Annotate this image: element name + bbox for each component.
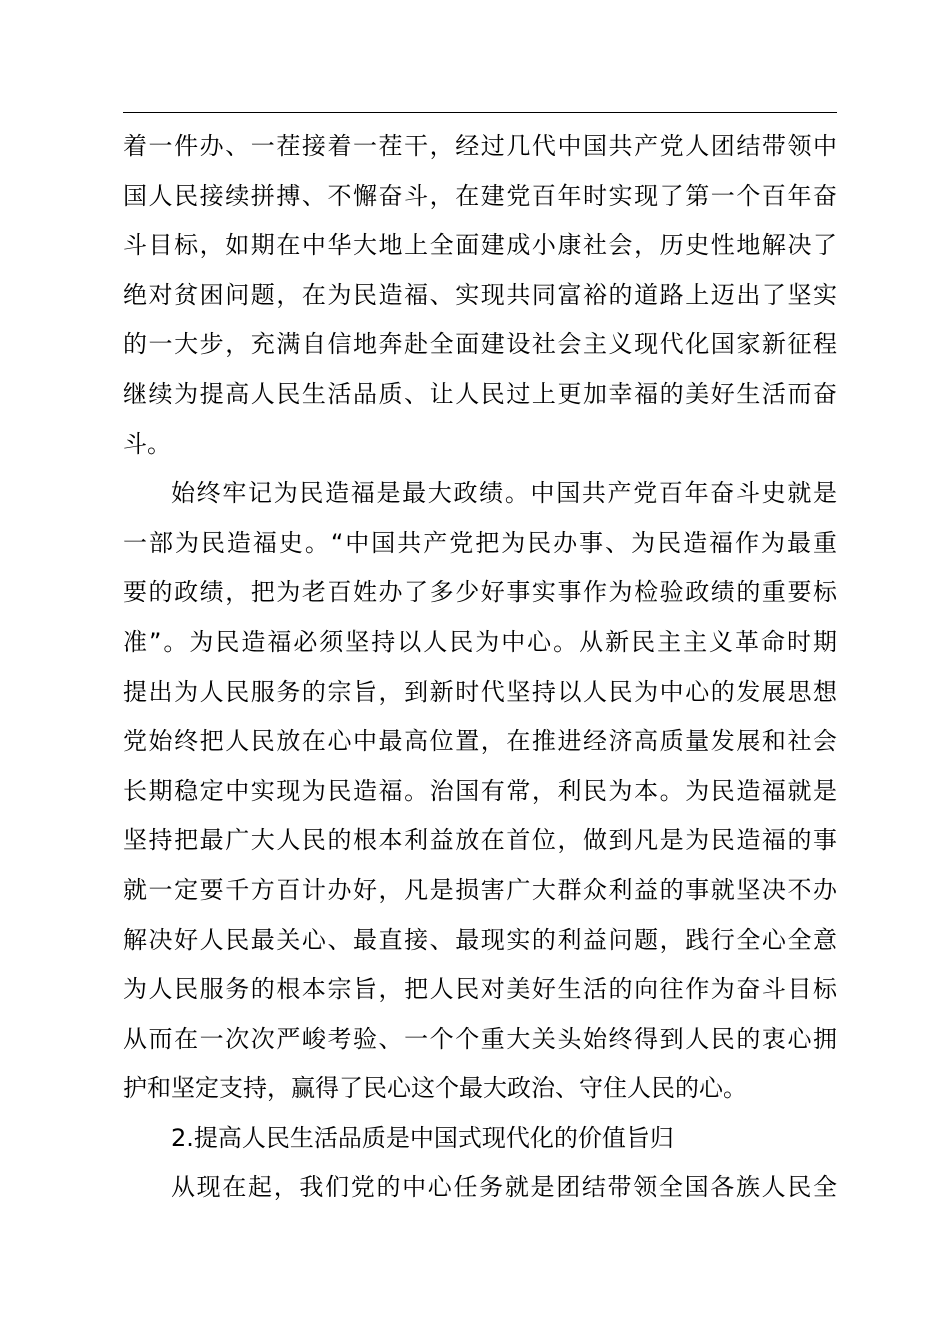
text-line: 一部为民造福史。“中国共产党把为民办事、为民造福作为最重 — [123, 528, 837, 557]
text-line: 斗。 — [123, 429, 171, 458]
text-line: 坚持把最广大人民的根本利益放在首位，做到凡是为民造福的事 — [123, 826, 837, 855]
document-body — [123, 122, 837, 1213]
text-line: 党始终把人民放在心中最高位置，在推进经济高质量发展和社会 — [123, 727, 837, 756]
paragraph — [123, 469, 837, 1114]
text-line: 继续为提高人民生活品质、让人民过上更加幸福的美好生活而奋 — [123, 379, 837, 408]
heading-line: 2.提高人民生活品质是中国式现代化的价值旨归 — [171, 1123, 674, 1152]
section-heading — [123, 1114, 837, 1164]
text-line: 从而在一次次严峻考验、一个个重大关头始终得到人民的衷心拥 — [123, 1024, 837, 1053]
text-line: 要的政绩，把为老百姓办了多少好事实事作为检验政绩的重要标 — [123, 578, 837, 607]
text-line: 绝对贫困问题，在为民造福、实现共同富裕的道路上迈出了坚实 — [123, 280, 837, 309]
text-line: 准”。为民造福必须坚持以人民为中心。从新民主主义革命时期 — [123, 627, 837, 656]
text-line: 解决好人民最关心、最直接、最现实的利益问题，践行全心全意 — [123, 925, 837, 954]
text-line: 护和坚定支持，赢得了民心这个最大政治、守住人民的心。 — [123, 1074, 747, 1103]
text-line: 始终牢记为民造福是最大政绩。中国共产党百年奋斗史就是 — [171, 479, 837, 508]
text-line: 长期稳定中实现为民造福。治国有常，利民为本。为民造福就是 — [123, 776, 837, 805]
text-line: 斗目标，如期在中华大地上全面建成小康社会，历史性地解决了 — [123, 231, 837, 260]
text-line: 提出为人民服务的宗旨，到新时代坚持以人民为中心的发展思想 — [123, 677, 837, 706]
text-line: 就一定要千方百计办好，凡是损害广大群众利益的事就坚决不办 — [123, 875, 837, 904]
text-line: 着一件办、一茬接着一茬干，经过几代中国共产党人团结带领中 — [123, 132, 837, 160]
text-line: 从现在起，我们党的中心任务就是团结带领全国各族人民全 — [171, 1173, 837, 1202]
header-rule — [123, 112, 837, 113]
text-line: 的一大步，充满自信地奔赴全面建设社会主义现代化国家新征程 — [123, 330, 837, 359]
text-line: 为人民服务的根本宗旨，把人民对美好生活的向往作为奋斗目标 — [123, 975, 837, 1004]
paragraph — [123, 1163, 837, 1213]
paragraph — [123, 122, 837, 469]
text-line: 国人民接续拼搏、不懈奋斗，在建党百年时实现了第一个百年奋 — [123, 181, 837, 210]
